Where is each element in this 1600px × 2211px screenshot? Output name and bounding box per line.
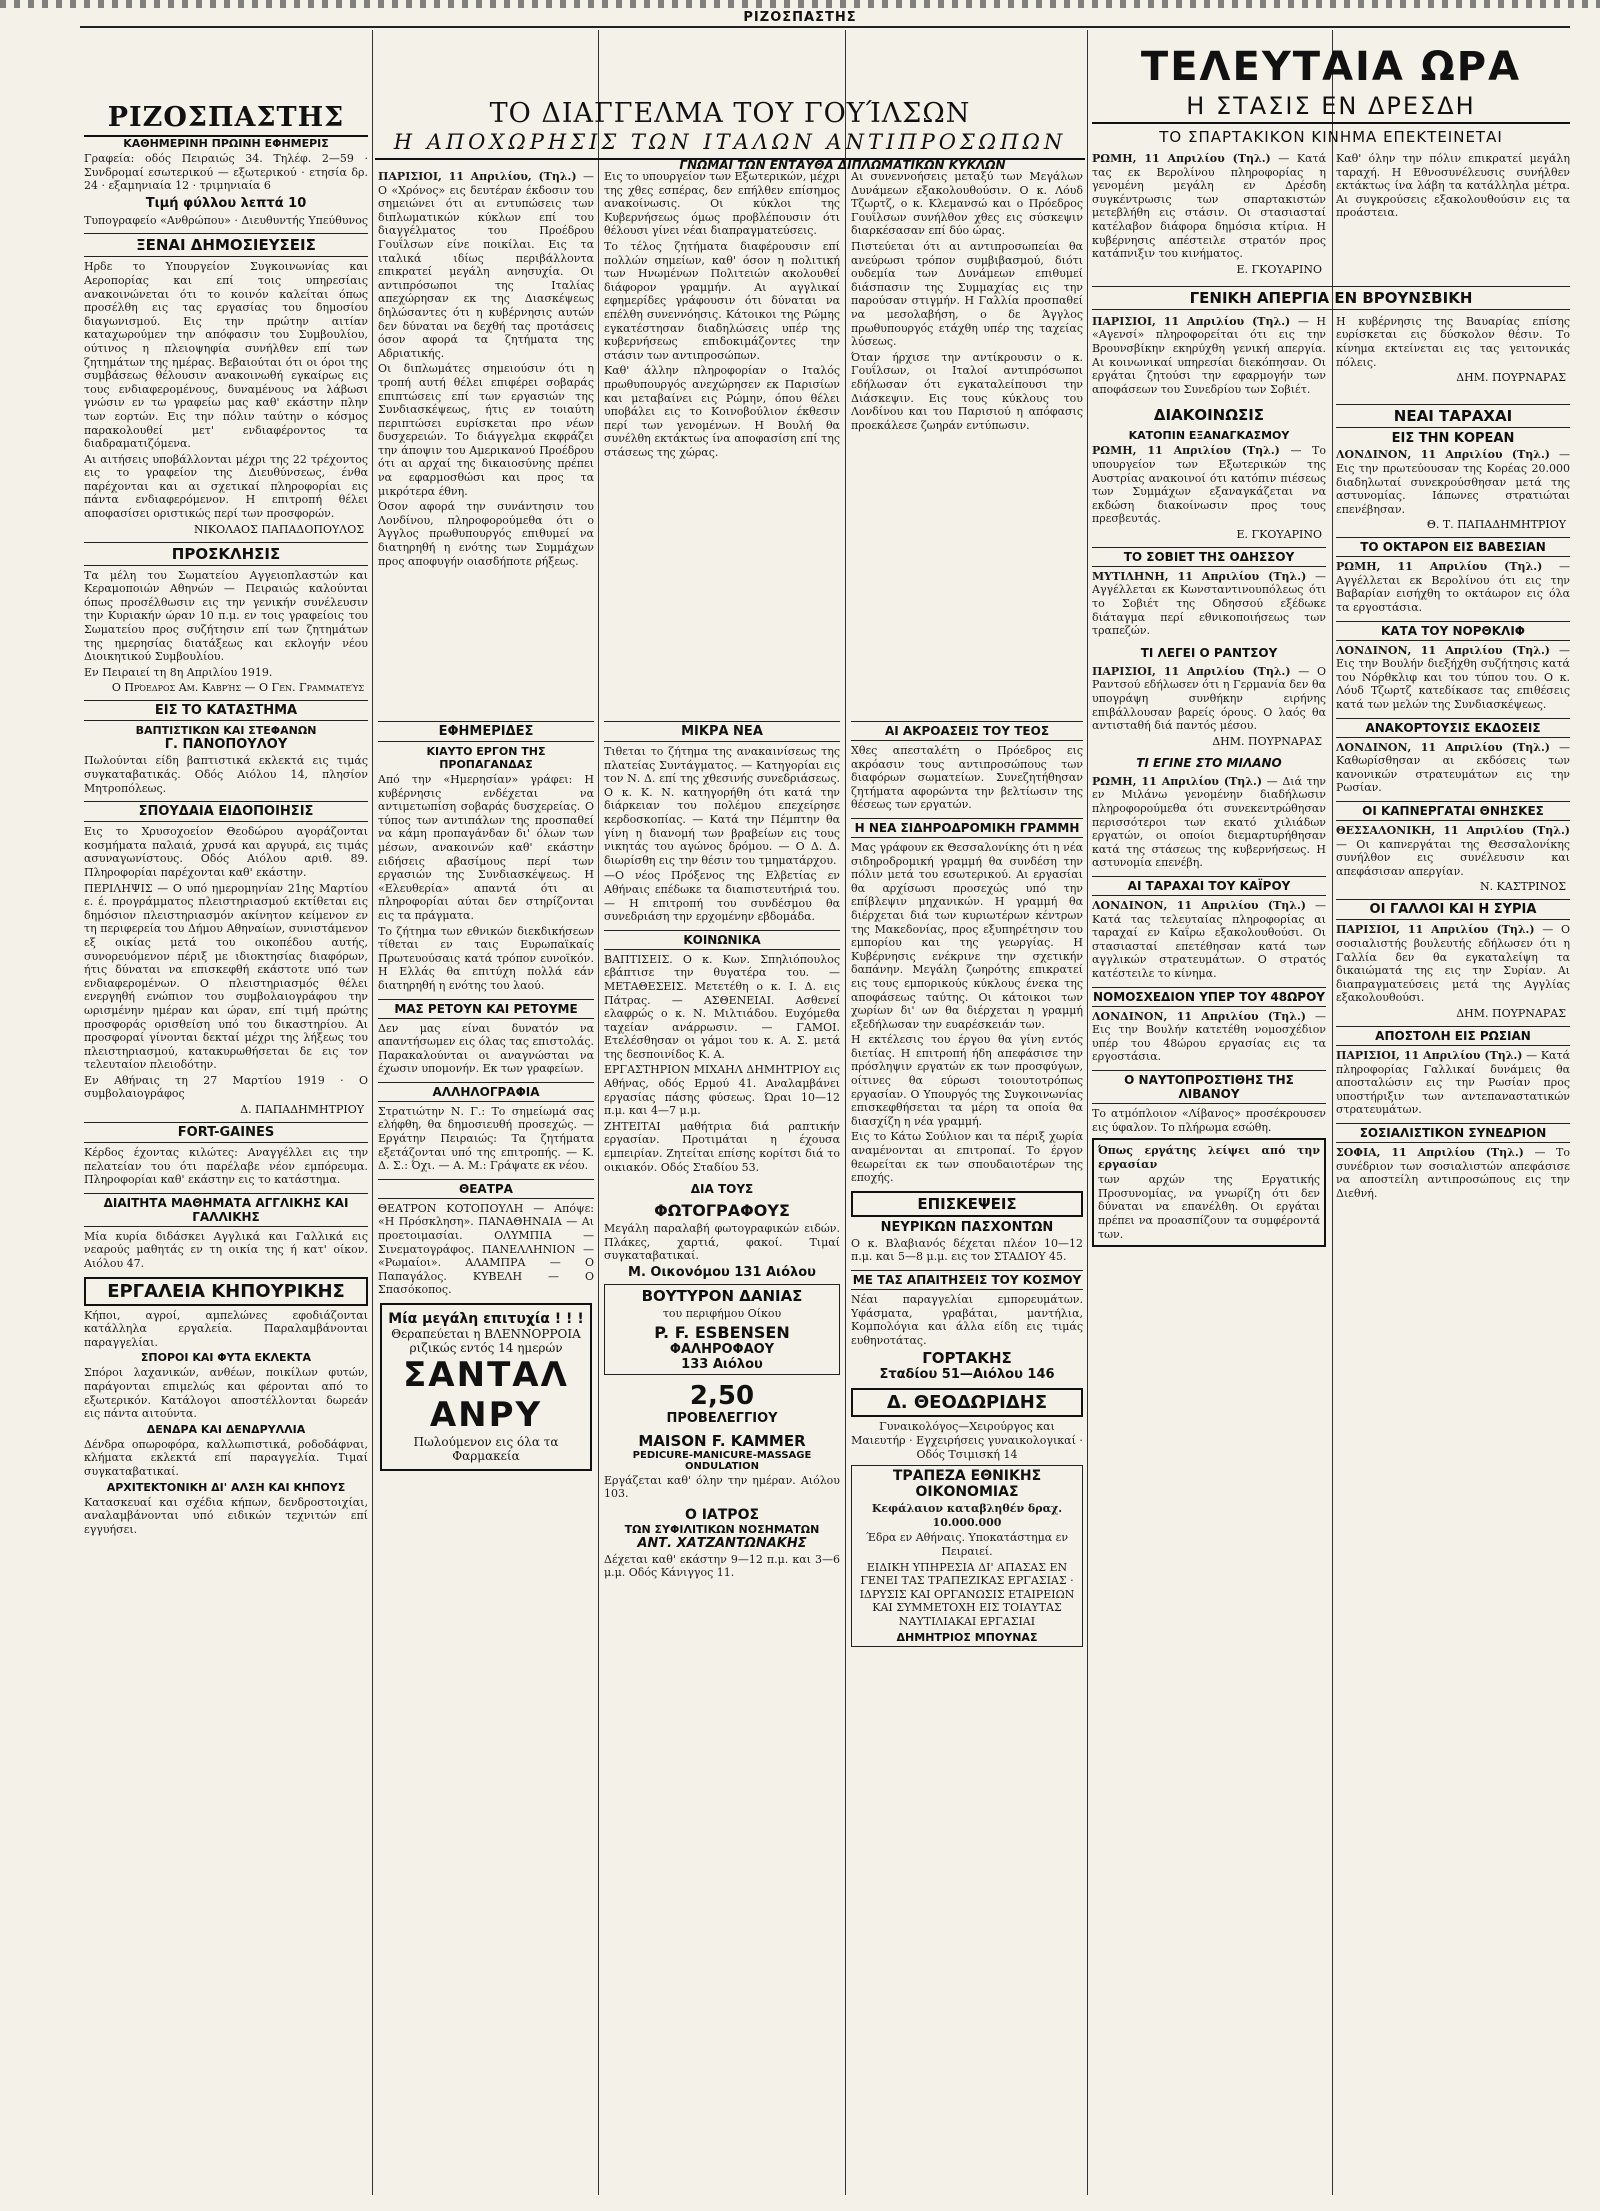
ad-subheading: PEDICURE-MANICURE-MASSAGE ONDULATION bbox=[632, 1449, 812, 1472]
last-hour-subheadline: Η ΣΤΑΣΙΣ ΕΝ ΔΡΕΣΔΗ bbox=[1092, 92, 1570, 124]
right-twocol bbox=[1092, 313, 1570, 399]
right-subcolumn: ΝΕΑΙ ΤΑΡΑΧΑΙ ΕΙΣ ΤΗΝ ΚΟΡΕΑΝ ΛΟΝΔΙΝΟΝ, 11 Απριλίου (Τηλ.) — Εις την πρωτεύουσαν της Κορέας 20.000 διαδηλωταί συνεκρούσθησαν μετά της αστυνομίας. Ιάπωνες στρατιώται επενέβησαν. Θ. Τ. ΠΑΠΑΔΗΜΗΤΡΙΟΥ ΤΟ ΟΚΤΑΡΟΝ ΕΙΣ ΒΑΒΕΣΙΑΝ ΡΩΜΗ, 11 Απριλίου (Τηλ.) — Αγγέλλεται εκ Βερολίνου ότι εις την Βαβαρίαν εισήχθη το οκτάωρον εις όλα τα εργοστάσια. ΚΑΤΑ ΤΟΥ ΝΟΡΘΚΛΙΦ ΛΟΝΔΙΝΟΝ, 11 Απριλίου (Τηλ.) — Εις την Βουλήν διεξήχθη συζήτησις κατά του Νόρθκλιφ και του τύπου του. Ο κ. Λόυδ Τζωρτζ κατεδίκασε τας επιθέσεις κατά των μελών της Συνδιασκέψεως. ΑΝΑΚΟΡΤΟΥΣΙΣ ΕΚΔΟΣΕΙΣ ΛΟΝΔΙΝΟΝ, 11 Απριλίου (Τηλ.) — Καθωρίσθησαν αι εκδόσεις των κανονικών στρατευμάτων εις την Ρωσίαν. ΟΙ ΚΑΠΝΕΡΓΑΤΑΙ ΘΝΗΣΚΕΣ ΘΕΣΣΑΛΟΝΙΚΗ, 11 Απριλίου (Τηλ.) — Οι καπνεργάται της Θεσσαλονίκης συνήλθον εις συνέλευσιν και απεφάσισαν απεργίαν. Ν. ΚΑΣΤΡΙΝΟΣ ΟΙ ΓΑΛΛΟΙ ΚΑΙ Η ΣΥΡΙΑ ΠΑΡΙΣΙΟΙ, 11 Απριλίου (Τηλ.) — Ο σοσιαλιστής βουλευτής εδήλωσεν ότι η Γαλλία δεν θα εγκαταλείψη τα δικαιώματά της εις την Συρίαν. Αι διαπραγματεύσεις μετά της Αγγλίας εξακολουθούσι. ΔΗΜ. ΠΟΥΡΝΑΡΑΣ ΑΠΟΣΤΟΛΗ ΕΙΣ ΡΩΣΙΑΝ ΠΑΡΙΣΙΟΙ, 11 Απριλίου (Τηλ.) — Κατά πληροφορίας Γαλλικαί δυνάμεις θα αποσταλώσιν εις την Ρωσίαν προς υποστήριξιν των αντεπαναστατικών στρατευμάτων. ΣΟΣΙΑΛΙΣΤΙΚΟΝ ΣΥΝΕΔΡΙΟΝ ΣΟΦΙΑ, 11 Απριλίου (Τηλ.) — Το συνέδριον των σοσιαλιστών απεφάσισε να αποστείλη αντιπροσώπους εις την Διεθνή. bbox=[1336, 398, 1570, 1251]
dateline: ΠΑΡΙΣΙΟΙ, 11 Απριλίου, (Τηλ.) bbox=[378, 170, 577, 183]
quote-box: Όπως εργάτης λείψει από την εργασίαν των αρχών της Εργατικής Προσυνομίας, να γνωρίζη ότι δεν δύναται να επανέλθη. Οι εργάται πρέπει να προασπίζουν τα συμφέροντά των. bbox=[1092, 1138, 1326, 1247]
section-heading: ΣΟΣΙΑΛΙΣΤΙΚΟΝ ΣΥΝΕΔΡΙΟΝ bbox=[1336, 1123, 1570, 1143]
right-subcolumn: ΔΙΑΚΟΙΝΩΣΙΣ ΚΑΤΟΠΙΝ ΕΞΑΝΑΓΚΑΣΜΟΥ ΡΩΜΗ, 11 Απριλίου (Τηλ.) — Το υπουργείον των Εξωτερικών της Αυστρίας ανακοινοί ότι κατόπιν πιέσεως των Συμμάχων εξαναγκάζεται να εκδώση διακοίνωσιν προς τους πρεσβευτάς. Ε. ΓΚΟΥΑΡΙΝΟ ΤΟ ΣΟΒΙΕΤ ΤΗΣ ΟΔΗΣΣΟΥ ΜΥΤΙΛΗΝΗ, 11 Απριλίου (Τηλ.) — Αγγέλλεται εκ Κωνσταντινουπόλεως ότι το Σοβιέτ της Οδησσού εξέδωκε διάταγμα περί εθνικοποιήσεως των τραπεζών. ΤΙ ΛΕΓΕΙ Ο ΡΑΝΤΣΟΥ ΠΑΡΙΣΙΟΙ, 11 Απριλίου (Τηλ.) — Ο Ραντσού εδήλωσεν ότι η Γερμανία δεν θα υπογράψη συνθήκην ειρήνης επιβάλλουσαν βαρείς όρους. Ο λαός θα αντισταθή διά παντός μέσου. ΔΗΜ. ΠΟΥΡΝΑΡΑΣ ΤΙ ΕΓΙΝΕ ΣΤΟ ΜΙΛΑΝΟ ΡΩΜΗ, 11 Απριλίου (Τηλ.) — Διά την εν Μιλάνω γενομένην διαδήλωσιν πληροφορούμεθα ότι συνεκεντρώθησαν περισσότεροι των εκατό χιλιάδων εργατών, οι οποίοι διεμαρτυρήθησαν κατά της στάσεως της κυβερνήσεως. Η αστυνομία επενέβη. ΑΙ ΤΑΡΑΧΑΙ ΤΟΥ ΚΑΪΡΟΥ ΛΟΝΔΙΝΟΝ, 11 Απριλίου (Τηλ.) — Κατά τας τελευταίας πληροφορίας αι ταραχαί εν Καΐρω εξακολουθούσι. Οι στασιασταί επετέθησαν κατά των αγγλικών στρατευμάτων. Ο στρατός κατέστειλε το κίνημα. ΝΟΜΟΣΧΕΔΙΟΝ ΥΠΕΡ ΤΟΥ 48ΩΡΟΥ ΛΟΝΔΙΝΟΝ, 11 Απριλίου (Τηλ.) — Εις την Βουλήν κατετέθη νομοσχέδιον υπέρ του 48ώρου εργασίας εις τα εργοστάσια. Ο ΝΑΥΤΟΠΡΟΣΤΙΘΗΣ ΤΗΣ ΛΙΒΑΝΟΥ Το ατμόπλοιον «Λίβανος» προσέκρουσεν εις ύφαλον. Το πλήρωμα εσώθη. Όπως εργάτης λείψει από την εργασίαν των αρχών της Εργατικής Προσυνομίας, να γνωρίζη ότι δεν δύναται να επανέλθη. Οι εργάται πρέπει να προασπίζουν τα συμφέροντά των. bbox=[1092, 398, 1326, 1251]
right-column bbox=[1092, 30, 1570, 2195]
last-hour-kicker: ΤΟ ΣΠΑΡΤΑΚΙΚΟΝ ΚΙΝΗΜΑ ΕΠΕΚΤΕΙΝΕΤΑΙ bbox=[1159, 128, 1503, 146]
section-heading: ΜΑΣ ΡΕΤΟΥΝ ΚΑΙ ΡΕΤΟΥΜΕ bbox=[378, 999, 594, 1019]
section-heading: ΑΝΑΚΟΡΤΟΥΣΙΣ ΕΚΔΟΣΕΙΣ bbox=[1336, 718, 1570, 738]
right-subcolumn: ΠΑΡΙΣΙΟΙ, 11 Απριλίου (Τηλ.) — Η «Αγενσί» πληροφορείται ότι εις την Βρουνσβίκην εκηρύχθη γενική απεργία. Αι κοινωνικαί υπηρεσίαι διεκόπησαν. Οι εργάται ζητούσι την εφαρμογήν των αποφάσεων του Συνεδρίου των Σοβιέτ. bbox=[1092, 314, 1326, 396]
section-subheading: ΝΕΥΡΙΚΩΝ ΠΑΣΧΟΝΤΩΝ bbox=[880, 1219, 1054, 1235]
section-heading: ΜΙΚΡΑ ΝΕΑ bbox=[604, 721, 840, 742]
ad-subheading: ΤΩΝ ΣΥΦΙΛΙΤΙΚΩΝ ΝΟΣΗΜΑΤΩΝ bbox=[624, 1522, 820, 1536]
ad-store: ΦΑΛΗΡΟΦΑΟΥ bbox=[669, 1341, 775, 1357]
quote-text: Όπως εργάτης λείψει από την εργασίαν bbox=[1098, 1144, 1320, 1171]
col-mikra-nea: ΜΙΚΡΑ ΝΕΑ Τιθεται το ζήτημα της ανακαινίσεως της πλατείας Συντάγματος. — Κατηγορίαι εις τον Ν. Δ. επί της χθεσινής συνεδριάσεως. Ο κ. Κ. Ν. κατηγορήθη ότι κατά την διάρκειαν του πολέμου επεχείρησε κερδοσκοπίας. — Κατά την Πέμπτην θα γίνη η διανομή των βραβείων εις τους νικητάς του αγώνος δρόμου. — Ο Δ. Δ. διωρίσθη εις την θέσιν του τμηματάρχου. —Ο νέος Πρόξενος της Ελβετίας εν Αθήναις επέδωκε τα διαπιστευτήριά του. — Η επιτροπή του συνδέσμου θα συνεδριάση την ερχομένην εβδομάδα. ΚΟΙΝΩΝΙΚΑ ΒΑΠΤΙΣΕΙΣ. Ο κ. Κων. Σπηλιόπουλος εβάπτισε την θυγατέρα του. — ΜΕΤΑΘΕΣΕΙΣ. Μετετέθη ο κ. Ι. Δ. εις Πάτρας. — ΑΣΘΕΝΕΙΑΙ. Ασθενεί ελαφρώς ο κ. Ν. Μιλτιάδου. Ευχόμεθα ταχείαν ανάρρωσιν. — ΓΑΜΟΙ. Ετελέσθησαν οι γάμοι του κ. Α. Σ. μετά της δεσποινίδος Κ. Α. ΕΡΓΑΣΤΗΡΙΟΝ ΜΙΧΑΗΛ ΔΗΜΗΤΡΙΟΥ εις Αθήνας, οδός Ερμού 41. Αναλαμβάνει εργασίας πάσης φύσεως. Ώραι 10—12 π.μ. και 4—7 μ.μ. ΖΗΤΕΙΤΑΙ μαθήτρια διά ραπτικήν εργασίαν. Προτιμάται η έχουσα εμπειρίαν. Ζητείται επίσης κορίτσι διά το οικιακόν. Οδός Σταδίου 53. ΔΙΑ ΤΟΥΣ ΦΩΤΟΓΡΑΦΟΥΣ Μεγάλη παραλαβή φωτογραφικών ειδών. Πλάκες, χαρτιά, φακοί. Τιμαί συγκαταβατικαί. Μ. Οικονόμου 131 Αιόλου ΒΟΥΤΥΡΟΝ ΔΑΝΙΑΣ του περιφήμου Οίκου P. F. ESBENSEN ΦΑΛΗΡΟΦΑΟΥ 133 Αιόλου 2,50 ΠΡΟΒΕΛΕΓΓΙΟΥ MAISON F. KAMMER PEDICURE-MANICURE-MASSAGE ONDULATION Εργάζεται καθ' όλην την ημέραν. Αιόλου 103. Ο ΙΑΤΡΟΣ ΤΩΝ ΣΥΦΙΛΙΤΙΚΩΝ ΝΟΣΗΜΑΤΩΝ ΑΝΤ. ΧΑΤΖΑΝΤΩΝΑΚΗΣ Δέχεται καθ' εκάστην 9—12 π.μ. και 3—6 μ.μ. Οδός Κάνιγγος 11. bbox=[604, 715, 840, 2195]
section-heading: ΕΡΓΑΛΕΙΑ ΚΗΠΟΥΡΙΚΗΣ bbox=[84, 1277, 368, 1306]
advertisement-butter: ΒΟΥΤΥΡΟΝ ΔΑΝΙΑΣ του περιφήμου Οίκου P. F. ESBENSEN ΦΑΛΗΡΟΦΑΟΥ 133 Αιόλου bbox=[604, 1284, 840, 1375]
section-heading: ΘΕΑΤΡΑ bbox=[378, 1179, 594, 1199]
col-akroaseis: ΑΙ ΑΚΡΟΑΣΕΙΣ ΤΟΥ ΤΕΟΣ Χθες απεσταλέτη ο Πρόεδρος εις ακρόασιν τους αντιπροσώπους των διαφόρων σωματείων. Συνεζητήθησαν ζητήματα αφορώντα την βελτίωσιν της θέσεως των εργατών. Η ΝΕΑ ΣΙΔΗΡΟΔΡΟΜΙΚΗ ΓΡΑΜΜΗ Μας γράφουν εκ Θεσσαλονίκης ότι η νέα σιδηροδρομική γραμμή θα συνδέση την πόλιν μετά του εσωτερικού. Αι εργασίαι θα αρχίσωσι προσεχώς υπό την επίβλεψιν μηχανικών. Η γραμμή θα διέρχεται διά των κυριωτέρων κέντρων της Μακεδονίας, προς εξυπηρέτησιν του εμπορίου και της γεωργίας. Η Κυβέρνησις ενέκρινε την σχετικήν δαπάνην. Μεγάλη ζωηρότης επικρατεί εις τους εμπορικούς κύκλους ένεκα της αποφάσεως ταύτης. Οι κάτοικοι των χωρίων δι' ων θα διέρχεται η γραμμή εξεδήλωσαν την ευαρέσκειάν των. Η εκτέλεσις του έργου θα γίνη εντός διετίας. Η επιτροπή ήδη απεφάσισε την πρόσληψιν εργατών εκ των προσφύγων, οίτινες θα εύρωσι τοιουτοτρόπως εργασίαν. Ο Υπουργός της Συγκοινωνίας επισκεφθήσεται τα μέρη τα οποία θα διασχίζη η νέα γραμμή. Εις το Κάτω Σούλιον και τα πέριξ χωρία αναμένονται αι επιτροπαί. Το έργον θεωρείται εκ των σπουδαιοτέρων της εποχής. ΕΠΙΣΚΕΨΕΙΣ ΝΕΥΡΙΚΩΝ ΠΑΣΧΟΝΤΩΝ Ο κ. Βλαβιανός δέχεται πλέον 10—12 π.μ. και 5—8 μ.μ. εις τον ΣΤΑΔΙΟΥ 45. ΜΕ ΤΑΣ ΑΠΑΙΤΗΣΕΙΣ ΤΟΥ ΚΟΣΜΟΥ Νέαι παραγγελίαι εμπορευμάτων. Υφάσματα, γραβάται, μαντήλια, Κομπολόγια και άλλα είδη εις τιμάς ευθηνοτάτας. ΓΟΡΤΑΚΗΣ Σταδίου 51—Αιόλου 146 Δ. ΘΕΟΔΩΡΙΔΗΣ Γυναικολόγος—Χειρούργος και Μαιευτήρ · Εγχειρήσεις γυναικολογικαί · Οδός Τσιμισκή 14 ΤΡΑΠΕΖΑ ΕΘΝΙΚΗΣ ΟΙΚΟΝΟΜΙΑΣ Κεφάλαιον καταβληθέν δραχ. 10.000.000 Έδρα εν Αθήναις. Υποκατάστημα εν Πειραιεί. ΕΙΔΙΚΗ ΥΠΗΡΕΣΙΑ ΔΙ' ΑΠΑΣΑΣ ΕΝ ΓΕΝΕΙ ΤΑΣ ΤΡΑΠΕΖΙΚΑΣ ΕΡΓΑΣΙΑΣ · ΙΔΡΥΣΙΣ ΚΑΙ ΟΡΓΑΝΩΣΙΣ ΕΤΑΙΡΕΙΩΝ ΚΑΙ ΣΥΜΜΕΤΟΧΗ ΕΙΣ ΤΟΙΑΥΤΑΣ ΝΑΥΤΙΛΙΑΚΑΙ ΕΡΓΑΣΙΑΙ ΔΗΜΗΤΡΙΟΣ ΜΠΟΥΝΑΣ bbox=[851, 715, 1083, 2195]
front-article-col-c: Αι συνεννοήσεις μεταξύ των Μεγάλων Δυνάμεων εξακολουθούσιν. Ο κ. Λόυδ Τζωρτζ, ο κ. Κλεμανσώ και ο Πρόεδρος Γουΐλσων συνήλθον χθες εις σύσκεψιν διαρκέσασαν επί δύο ώρας. Πιστεύεται ότι αι αντιπροσωπείαι θα ανεύρωσι τρόπον συμβιβασμού, διότι ουδεμία των Δυνάμεων επιθυμεί διάσπασιν της Συμμαχίας εις την παρούσαν στιγμήν. Η Γαλλία προσπαθεί να μεσολαβήση, ο δε Άγγλος πρωθυπουργός ετάχθη υπέρ της ταχείας λύσεως. Όταν ήρχισε την αντίκρουσιν ο κ. Γουΐλσων, οι Ιταλοί αντιπρόσωποι εδήλωσαν ότι εγκαταλείπουσι την Διάσκεψιν. Εις τους κύκλους του Λονδίνου και του Παρισιού η απόφασις προεκάλεσε ζωηράν εντύπωσιν. bbox=[851, 170, 1083, 432]
section-subheading: ΒΑΠΤΙΣΤΙΚΩΝ ΚΑΙ ΣΤΕΦΑΝΩΝ bbox=[135, 724, 317, 738]
left-column: ΡΙΖΟΣΠΑΣΤΗΣ ΚΑΘΗΜΕΡΙΝΗ ΠΡΩΙΝΗ ΕΦΗΜΕΡΙΣ Γραφεία: οδός Πειραιώς 34. Τηλέφ. 2—59 · Συνδρομαί εσωτερικού — εξωτερικού · ετησία δρ. 24 · εξαμηνιαία 12 · τριμηνιαία 6 Τιμή φύλλου λεπτά 10 Τυπογραφείο «Ανθρώπου» · Διευθυντής Υπεύθυνος ΞΕΝΑΙ ΔΗΜΟΣΙΕΥΣΕΙΣ Ηρδε το Υπουργείον Συγκοινωνίας και Αεροπορίας και επί τοις υπηρεσίαις ανακοινώνεται ότι το κοινόν καλείται όπως προσέλθη εις τας εργασίας του δημοσίου διαγωνισμού. Εις την πρώτην αιτίαν καταχωρούμεν την απόφασιν του Συμβουλίου, ούτινος η πλειοψηφία συνήλθεν επί των ζητημάτων της ημέρας. Βεβαιούται ότι οι όροι της συμβάσεως θέλουσιν ανακοινωθή εγκαίρως εις τους ενδιαφερομένους, δυναμένους να λάβωσι γνώσιν εν τω γραφείω μας καθ' εκάστην πλην των εορτών. Εις την πόλιν ταύτην ο κόσμος παρακολουθεί μετ' ενδιαφέροντος τα διαδραματιζόμενα. Αι αιτήσεις υποβάλλονται μέχρι της 22 τρέχοντος εις το γραφείον της Διευθύνσεως, ένθα παρέχονται και αι σχετικαί πληροφορίαι εις πάντα ενδιαφερόμενον. Η επιτροπή θέλει αποφασίσει οριστικώς περί των προσφορών. ΝΙΚΟΛΑΟΣ ΠΑΠΑΔΟΠΟΥΛΟΣ ΠΡΟΣΚΛΗΣΙΣ Τα μέλη του Σωματείου Αγγειοπλαστών και Κεραμοποιών Αθηνών — Πειραιώς καλούνται όπως προσέλθωσιν εις την γενικήν συνέλευσιν την Κυριακήν ώραν 10 π.μ. εν τοις γραφείοις του Σωματείου προς συζήτησιν επί των ζητημάτων της ημερησίας διατάξεως και εκλογήν νέου Διοικητικού Συμβουλίου. Εν Πειραιεί τη 8η Απριλίου 1919. Ο Πρόεδρος Αμ. Καβρής — Ο Γεν. Γραμματεύς ΕΙΣ ΤΟ ΚΑΤΑΣΤΗΜΑ ΒΑΠΤΙΣΤΙΚΩΝ ΚΑΙ ΣΤΕΦΑΝΩΝ Γ. ΠΑΝΟΠΟΥΛΟΥ Πωλούνται είδη βαπτιστικά εκλεκτά εις τιμάς συγκαταβατικάς. Οδός Αιόλου 14, πλησίον Μητροπόλεως. ΣΠΟΥΔΑΙΑ ΕΙΔΟΠΟΙΗΣΙΣ Εις το Χρυσοχοείον Θεοδώρου αγοράζονται κοσμήματα παλαιά, χρυσά και αργυρά, εις τιμάς ασυναγωνίστους. Οδός Αιόλου αριθ. 89. Πληροφορίαι παρέχονται καθ' εκάστην. ΠΕΡΙΛΗΨΙΣ — Ο υπό ημερομηνίαν 21ης Μαρτίου ε. έ. προγράμματος πλειστηριασμού εκτίθεται εις δημόσιον πλειστηριασμόν ακίνητον κείμενον εν τη περιφερεία του Δήμου Αθηναίων, συνιστάμενον εξ οικίας μετά του οικοπέδου αυτής, συνορευόμενον πέριξ με ιδιοκτησίας διαφόρων, ήτις δύναται να επισκεφθή εκάστοτε υπό των ενδιαφερομένων. Ο πλειστηριασμός θέλει ενεργηθή ενώπιον του συμβολαιογράφου την ωρισμένην ημέραν και ώραν, επί τιμή πρώτης προσφοράς ορισθείση υπό του δικαστηρίου. Αι προσφοραί γίνονται δεκταί μέχρι της λήξεως του πλειστηριασμού, κατακυρωθήσεται δε εις τον τελευταίον πλειοδότην. Εν Αθήναις τη 27 Μαρτίου 1919 · Ο συμβολαιογράφος Δ. ΠΑΠΑΔΗΜΗΤΡΙΟΥ FORT-GAINES Κέρδος έχοντας κιλώτες: Αναγγέλλει εις την πελατείαν του ότι παρέλαβε νέον εμπόρευμα. Πληροφορίαι καθ' εκάστην εις το κατάστημα. ΔΙΑΙΤΗΤΑ ΜΑΘΗΜΑΤΑ ΑΓΓΛΙΚΗΣ ΚΑΙ ΓΑΛΛΙΚΗΣ Μία κυρία διδάσκει Αγγλικά και Γαλλικά εις νεαρούς μαθητάς εν τη οικία της ή κατ' οίκον. Αιόλου 47. ΕΡΓΑΛΕΙΑ ΚΗΠΟΥΡΙΚΗΣ Κήποι, αγροί, αμπελώνες εφοδιάζονται κατάλληλα εργαλεία. Παραλαμβάνονται παραγγελίαι. ΣΠΟΡΟΙ ΚΑΙ ΦΥΤΑ ΕΚΛΕΚΤΑ Σπόροι λαχανικών, ανθέων, ποικίλων φυτών, παράγονται επιμελώς και φέρονται από το εξωτερικόν. Κατάλογοι αποστέλλονται δωρεάν εις πάντα αιτούντα. ΔΕΝΔΡΑ ΚΑΙ ΔΕΝΔΡΥΛΛΙΑ Δένδρα οπωροφόρα, καλλωπιστικά, ροδοδάφναι, κλήματα εκλεκτά επί παραγγελία. Τιμαί συγκαταβατικαί. ΑΡΧΙΤΕΚΤΟΝΙΚΗ ΔΙ' ΑΛΣΗ ΚΑΙ ΚΗΠΟΥΣ Κατασκευαί και σχέδια κήπων, δενδροστοιχίαι, αναλαμβάνονται υπό ειδικών τεχνιτών επί εγγυήσει. bbox=[84, 98, 368, 2198]
section-subheading: ΣΠΟΡΟΙ ΚΑΙ ΦΥΤΑ ΕΚΛΕΚΤΑ bbox=[140, 1351, 312, 1365]
column-rule bbox=[372, 30, 373, 2195]
ad-price: 2,50 bbox=[689, 1380, 755, 1411]
section-heading: Η ΝΕΑ ΣΙΔΗΡΟΔΡΟΜΙΚΗ ΓΡΑΜΜΗ bbox=[851, 818, 1083, 838]
section-heading: ΟΙ ΚΑΠΝΕΡΓΑΤΑΙ ΘΝΗΣΚΕΣ bbox=[1336, 801, 1570, 821]
bank-name: ΤΡΑΠΕΖΑ ΕΘΝΙΚΗΣ ΟΙΚΟΝΟΜΙΑΣ bbox=[892, 1468, 1042, 1501]
masthead-title: ΡΙΖΟΣΠΑΣΤΗΣ bbox=[84, 98, 368, 137]
ad-address: Μ. Οικονόμου 131 Αιόλου bbox=[628, 1265, 816, 1280]
section-heading: ΤΟ ΣΟΒΙΕΤ ΤΗΣ ΟΔΗΣΣΟΥ bbox=[1092, 547, 1326, 567]
right-subcolumn: Καθ' όλην την πόλιν επικρατεί μεγάλη ταραχή. Η Εθνοσυνέλευσις συνήλθεν εκτάκτως ίνα λάβη τα κατάλληλα μέτρα. Αι συγκρούσεις εξακολουθούσιν εις τα προάστεια. bbox=[1336, 152, 1570, 220]
section-subheading: ΕΙΣ ΤΗΝ ΚΟΡΕΑΝ bbox=[1391, 431, 1515, 447]
ad-headline: ΠΡΟΒΕΛΕΓΓΙΟΥ bbox=[666, 1410, 778, 1426]
top-border bbox=[0, 0, 1600, 8]
section-heading: ΑΙ ΤΑΡΑΧΑΙ ΤΟΥ ΚΑΪΡΟΥ bbox=[1092, 876, 1326, 896]
section-heading: ΜΕ ΤΑΣ ΑΠΑΙΤΗΣΕΙΣ ΤΟΥ ΚΟΣΜΟΥ bbox=[851, 1270, 1083, 1290]
ad-headline: Δ. ΘΕΟΔΩΡΙΔΗΣ bbox=[851, 1388, 1083, 1417]
column-rule bbox=[1087, 30, 1088, 2195]
bank-capital: Κεφάλαιον καταβληθέν δραχ. 10.000.000 bbox=[871, 1502, 1063, 1529]
section-heading: ΝΕΑΙ ΤΑΡΑΧΑΙ bbox=[1336, 404, 1570, 428]
last-hour-headline: ΤΕΛΕΥΤΑΙΑ ΩΡΑ bbox=[1140, 44, 1522, 90]
section-heading: Ο ΝΑΥΤΟΠΡΟΣΤΙΘΗΣ ΤΗΣ ΛΙΒΑΝΟΥ bbox=[1092, 1070, 1326, 1104]
ad-address: Σταδίου 51—Αιόλου 146 bbox=[879, 1367, 1055, 1383]
section-heading: ΤΟ ΟΚΤΑΡΟΝ ΕΙΣ ΒΑΒΕΣΙΑΝ bbox=[1336, 537, 1570, 557]
ad-address: 133 Αιόλου bbox=[681, 1356, 763, 1372]
signature: ΔΗΜ. ΠΟΥΡΝΑΡΑΣ bbox=[1456, 371, 1566, 385]
section-heading: ΔΙΑ ΤΟΥΣ bbox=[690, 1182, 754, 1197]
top-rule bbox=[80, 26, 1570, 28]
section-subheading: ΔΕΝΔΡΑ ΚΑΙ ΔΕΝΔΡΥΛΛΙΑ bbox=[146, 1422, 306, 1436]
ad-headline: ΒΟΥΤΥΡΟΝ ΔΑΝΙΑΣ bbox=[641, 1287, 803, 1305]
main-kicker: ΓΝΩΜΑΙ ΤΩΝ ΕΝΤΑΥΘΑ ΔΙΠΛΩΜΑΤΙΚΩΝ ΚΥΚΛΩΝ bbox=[679, 158, 1006, 172]
bank-seat: Έδρα εν Αθήναις. Υποκατάστημα εν Πειραιεί. bbox=[865, 1531, 1069, 1558]
right-subcolumn: ΡΩΜΗ, 11 Απριλίου (Τηλ.) — Κατά τας εκ Βερολίνου πληροφορίας η γενομένη μεγάλη εν Δρέσδη συγκέντρωσις των σπαρτακιστών μετεβλήθη εις στάσιν. Οι στασιασταί κατέλαβον διάφορα δημόσια κτίρια. Η κυβέρνησις απέστειλε στρατόν προς κατάπνιξιν του κινήματος. Ε. ΓΚΟΥΑΡΙΝΟ bbox=[1092, 152, 1327, 276]
section-subheading: ΦΩΤΟΓΡΑΦΟΥΣ bbox=[654, 1201, 790, 1221]
bank-director: ΔΗΜΗΤΡΙΟΣ ΜΠΟΥΝΑΣ bbox=[896, 1630, 1038, 1644]
section-heading: ΓΕΝΙΚΗ ΑΠΕΡΓΙΑ ΕΝ ΒΡΟΥΝΣΒΙΚΗ bbox=[1092, 286, 1570, 310]
signature: Ε. ΓΚΟΥΑΡΙΝΟ bbox=[1236, 527, 1322, 541]
right-subcolumn: Η κυβέρνησις της Βαυαρίας επίσης ευρίσκεται εις δύσκολον θέσιν. Το κίνημα εκτείνεται εις τας γειτονικάς πόλεις. ΔΗΜ. ΠΟΥΡΝΑΡΑΣ bbox=[1336, 314, 1570, 385]
ad-headline: ΓΟΡΤΑΚΗΣ bbox=[922, 1349, 1012, 1368]
column-rule bbox=[845, 30, 846, 2195]
section-heading: ΚΑΤΑ ΤΟΥ ΝΟΡΘΚΛΙΦ bbox=[1336, 621, 1570, 641]
ad-brand: P. F. ESBENSEN bbox=[654, 1322, 790, 1342]
signature: Ο Πρόεδρος Αμ. Καβρής — Ο Γεν. Γραμματεύς bbox=[111, 681, 364, 695]
section-heading: ΕΙΣ ΤΟ ΚΑΤΑΣΤΗΜΑ bbox=[84, 700, 368, 721]
section-heading: ΣΠΟΥΔΑΙΑ ΕΙΔΟΠΟΙΗΣΙΣ bbox=[84, 801, 368, 822]
signature: ΔΗΜ. ΠΟΥΡΝΑΡΑΣ bbox=[1456, 1006, 1566, 1020]
ad-body: Θεραπεύεται η ΒΛΕΝΝΟΡΡΟΙΑ ριζικώς εντός 14 ημερών bbox=[391, 1327, 581, 1355]
section-subheading: ΑΡΧΙΤΕΚΤΟΝΙΚΗ ΔΙ' ΑΛΣΗ ΚΑΙ ΚΗΠΟΥΣ bbox=[106, 1480, 346, 1494]
ad-product: ΣΑΝΤΑΛ ΑΝΡΥ bbox=[403, 1355, 569, 1435]
section-heading: ΕΦΗΜΕΡΙΔΕΣ bbox=[378, 721, 594, 742]
section-heading: ΑΛΛΗΛΟΓΡΑΦΙΑ bbox=[378, 1082, 594, 1102]
front-article-col-a: ΠΑΡΙΣΙΟΙ, 11 Απριλίου, (Τηλ.) — Ο «Χρόνος» εις δευτέραν έκδοσιν του σημειώνει ότι αι εντυπώσεις των διπλωματικών κύκλων επί του διαγγέλματος του Προέδρου Γουΐλσων είνε ποικίλαι. Εις τα ιταλικά ιδίως περιβάλλοντα επικρατεί μεγάλη ανησυχία. Οι αντιπρόσωποι της Ιταλίας απεχώρησαν εκ της Διασκέψεως δηλώσαντες ότι η κυβέρνησις αυτών δεν δύναται να δεχθή τας προτάσεις όσον αφορά τα ζητήματα της Αδριατικής. Οι διπλωμάτες σημειούσιν ότι η τροπή αυτή θέλει επιφέρει σοβαράς επιπτώσεις επί των εργασιών της Συνδιασκέψεως, ήτις εν τοιαύτη περιπτώσει ευρίσκεται προ νέων δυσχερειών. Το διάγγελμα εκφράζει την άποψιν του Αμερικανού Προέδρου ότι αι αρχαί της δικαιοσύνης πρέπει να εφαρμοσθώσι και προς τα μικρότερα έθνη. Όσον αφορά την συνάντησιν του Λονδίνου, πληροφορούμεθα ότι ο Άγγλος πρωθυπουργός επιθυμεί να διατηρηθή η ενότης των Συμμάχων προς αποφυγήν οιασδήποτε ρήξεως. bbox=[378, 170, 594, 568]
front-article-col-b: Εις το υπουργείον των Εξωτερικών, μέχρι της χθες εσπέρας, δεν επήλθεν επίσημος ανακοίνωσις. Οι κύκλοι της Κυβερνήσεως όμως προβλέπουσιν ότι θέλουσι γίνει νέαι διαπραγματεύσεις. Το τέλος ζητήματα διαφέρουσιν επί πολλών σημείων, καθ' όσον η πολιτική των Ηνωμένων Πολιτειών ακολουθεί διάφορον γραμμήν. Αι αγγλικαί εφημερίδες γράφουσιν ότι δύναται να επέλθη συνεννόησις. Κάτοικοι της Ρώμης εγκατέστησαν διαδηλώσεις υπέρ της κυβερνήσεως επιδοκιμάζοντες την στάσιν των αντιπροσώπων. Καθ' άλλην πληροφορίαν ο Ιταλός πρωθυπουργός ανεχώρησεν εκ Παρισίων και μεταβαίνει εις Ρώμην, όπου θέλει υποβάλει εις το Κοινοβούλιον έκθεσιν περί των γενομένων. Η Βουλή θα συνέλθη εκτάκτως ίνα αποφασίση επί της στάσεως της χώρας. bbox=[604, 170, 840, 459]
signature: Δ. ΠΑΠΑΔΗΜΗΤΡΙΟΥ bbox=[240, 1103, 364, 1117]
signature: Θ. Τ. ΠΑΠΑΔΗΜΗΤΡΙΟΥ bbox=[1426, 518, 1566, 532]
main-title: ΤΟ ΔΙΑΓΓΕΛΜΑ ΤΟΥ ΓΟΥΊΛΣΩΝ bbox=[489, 98, 971, 129]
main-subtitle: Η ΑΠΟΧΩΡΗΣΙΣ ΤΩΝ ΙΤΑΛΩΝ ΑΝΤΙΠΡΟΣΩΠΩΝ bbox=[393, 130, 1067, 154]
advertisement-santal bbox=[380, 1303, 592, 1471]
section-heading: ΑΙ ΑΚΡΟΑΣΕΙΣ ΤΟΥ ΤΕΟΣ bbox=[851, 721, 1083, 741]
section-heading: ΤΙ ΕΓΙΝΕ ΣΤΟ ΜΙΛΑΝΟ bbox=[1136, 755, 1282, 770]
right-twocol bbox=[1092, 398, 1570, 1251]
section-heading: ΤΙ ΛΕΓΕΙ Ο ΡΑΝΤΣΟΥ bbox=[1140, 645, 1278, 660]
right-twocol bbox=[1092, 150, 1570, 280]
column-rule bbox=[598, 30, 599, 2195]
section-heading: ΚΟΙΝΩΝΙΚΑ bbox=[604, 930, 840, 950]
ad-name: ΑΝΤ. ΧΑΤΖΑΝΤΩΝΑΚΗΣ bbox=[637, 1535, 807, 1551]
section-subheading: ΚΙΑΥΤΟ ΕΡΓΟΝ ΤΗΣ ΠΡΟΠΑΓΑΝΔΑΣ bbox=[426, 745, 546, 771]
section-subheading: ΚΑΤΟΠΙΝ ΕΞΑΝΑΓΚΑΣΜΟΥ bbox=[1128, 429, 1290, 443]
masthead-subtitle: ΚΑΘΗΜΕΡΙΝΗ ΠΡΩΙΝΗ ΕΦΗΜΕΡΙΣ bbox=[123, 137, 329, 150]
signature: Ε. ΓΚΟΥΑΡΙΝΟ bbox=[1236, 262, 1322, 276]
section-heading: ΝΟΜΟΣΧΕΔΙΟΝ ΥΠΕΡ ΤΟΥ 48ΩΡΟΥ bbox=[1092, 987, 1326, 1007]
section-heading: FORT-GAINES bbox=[84, 1122, 368, 1143]
section-heading: ΟΙ ΓΑΛΛΟΙ ΚΑΙ Η ΣΥΡΙΑ bbox=[1336, 899, 1570, 920]
masthead-price: Τιμή φύλλου λεπτά 10 bbox=[145, 195, 307, 211]
section-heading: ΠΡΟΣΚΛΗΣΙΣ bbox=[84, 542, 368, 566]
section-heading: ΔΙΑΙΤΗΤΑ ΜΑΘΗΜΑΤΑ ΑΓΓΛΙΚΗΣ ΚΑΙ ΓΑΛΛΙΚΗΣ bbox=[84, 1193, 368, 1227]
ad-footer: Πωλούμενον εις όλα τα Φαρμακεία bbox=[413, 1435, 559, 1463]
section-heading: ΑΠΟΣΤΟΛΗ ΕΙΣ ΡΩΣΙΑΝ bbox=[1336, 1026, 1570, 1046]
ad-headline: Ο ΙΑΤΡΟΣ bbox=[684, 1506, 760, 1523]
ad-headline: MAISON F. KAMMER bbox=[638, 1431, 806, 1450]
signature: Ν. ΚΑΣΤΡΙΝΟΣ bbox=[1479, 880, 1566, 894]
section-heading: ΞΕΝΑΙ ΔΗΜΟΣΙΕΥΣΕΙΣ bbox=[84, 233, 368, 257]
section-heading: ΔΙΑΚΟΙΝΩΣΙΣ bbox=[1153, 406, 1265, 425]
section-subheading: Γ. ΠΑΝΟΠΟΥΛΟΥ bbox=[164, 737, 288, 753]
signature: ΝΙΚΟΛΑΟΣ ΠΑΠΑΔΟΠΟΥΛΟΣ bbox=[193, 522, 364, 536]
running-head: ΡΙΖΟΣΠΑΣΤΗΣ bbox=[743, 10, 857, 25]
signature: ΔΗΜ. ΠΟΥΡΝΑΡΑΣ bbox=[1212, 734, 1322, 748]
col-ephemerides: ΕΦΗΜΕΡΙΔΕΣ ΚΙΑΥΤΟ ΕΡΓΟΝ ΤΗΣ ΠΡΟΠΑΓΑΝΔΑΣ Από την «Ημερησίαν» γράφει: Η κυβέρνησις ενδέχεται να αντιμετωπίση σοβαράς δυσχερείας. Ο τύπος των αντιπάλων της προσπαθεί να κάμη προπαγάνδαν δι' όλων των μέσων, ανακοινών καθ' εκάστην ειδήσεις αβασίμους περί των εργασιών της Συνδιασκέψεως. Η «Ελευθερία» απαντά ότι αι πληροφορίαι αύται δεν στηρίζονται εις τα πράγματα. Το ζήτημα των εθνικών διεκδικήσεων τίθεται εν ταις Ευρωπαϊκαίς Πρωτευούσαις κατά τρόπον ευνοϊκόν. Η Ελλάς θα επιτύχη πολλά εάν διατηρηθή η ενότης του λαού. ΜΑΣ ΡΕΤΟΥΝ ΚΑΙ ΡΕΤΟΥΜΕ Δεν μας είναι δυνατόν να απαντήσωμεν εις όλας τας επιστολάς. Παρακαλούνται οι αναγνώσται να έχωσιν υπομονήν. Εκ των γραφείων. ΑΛΛΗΛΟΓΡΑΦΙΑ Στρατιώτην Ν. Γ.: Το σημείωμά σας ελήφθη, θα δημοσιευθή προσεχώς. — Εργάτην Πειραιώς: Τα ζητήματα εξετάζονται υπό της επιτροπής. — Κ. Δ. Σ.: Όχι. — Α. Μ.: Γράψατε εκ νέου. ΘΕΑΤΡΑ ΘΕΑΤΡΟΝ ΚΟΤΟΠΟΥΛΗ — Απόψε: «Η Πρόσκληση». ΠΑΝΑΘΗΝΑΙΑ — Αι προετοιμασίαι. ΟΛΥΜΠΙΑ — Σινεματογράφος. ΠΑΝΕΛΛΗΝΙΟΝ — «Ρωμαίοι». ΑΛΑΜΠΡΑ — Ο Παπαγάλος. ΚΥΒΕΛΗ — Ο Σπασόκοπος. Μία μεγάλη επιτυχία ! ! ! Θεραπεύεται η ΒΛΕΝΝΟΡΡΟΙΑ ριζικώς εντός 14 ημερών ΣΑΝΤΑΛ ΑΝΡΥ Πωλούμενον εις όλα τα Φαρμακεία bbox=[378, 715, 594, 2195]
section-heading: ΕΠΙΣΚΕΨΕΙΣ bbox=[851, 1191, 1083, 1217]
ad-headline: Μία μεγάλη επιτυχία ! ! ! bbox=[388, 1311, 584, 1327]
bank-notice: ΤΡΑΠΕΖΑ ΕΘΝΙΚΗΣ ΟΙΚΟΝΟΜΙΑΣ Κεφάλαιον καταβληθέν δραχ. 10.000.000 Έδρα εν Αθήναις. Υποκατάστημα εν Πειραιεί. ΕΙΔΙΚΗ ΥΠΗΡΕΣΙΑ ΔΙ' ΑΠΑΣΑΣ ΕΝ ΓΕΝΕΙ ΤΑΣ ΤΡΑΠΕΖΙΚΑΣ ΕΡΓΑΣΙΑΣ · ΙΔΡΥΣΙΣ ΚΑΙ ΟΡΓΑΝΩΣΙΣ ΕΤΑΙΡΕΙΩΝ ΚΑΙ ΣΥΜΜΕΤΟΧΗ ΕΙΣ ΤΟΙΑΥΤΑΣ ΝΑΥΤΙΛΙΑΚΑΙ ΕΡΓΑΣΙΑΙ ΔΗΜΗΤΡΙΟΣ ΜΠΟΥΝΑΣ bbox=[851, 1465, 1083, 1646]
